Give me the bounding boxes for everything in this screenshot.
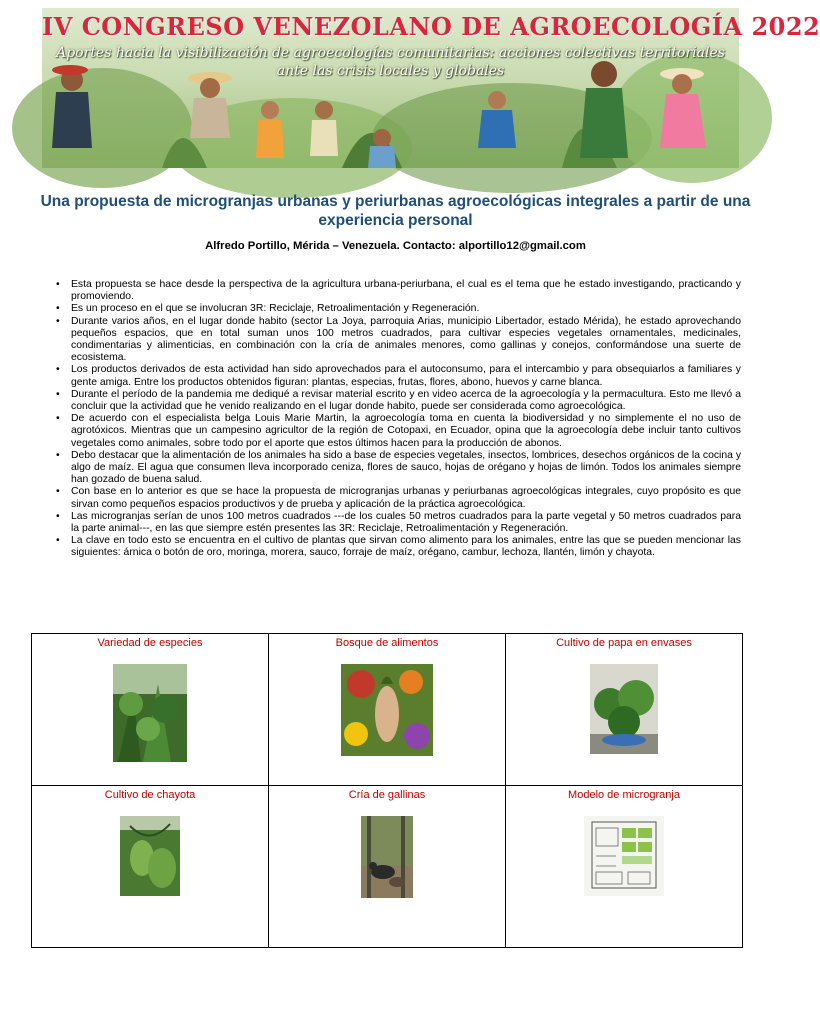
bullet-icon: • (56, 315, 60, 327)
photo-cell (269, 634, 506, 786)
list-item (56, 303, 741, 315)
bullet-icon: • (56, 364, 60, 376)
photo-cell (32, 634, 269, 786)
list-item (56, 450, 741, 487)
photo-table (31, 633, 743, 948)
photo-caption: Bosque de alimentos (335, 637, 439, 649)
bullet-list (56, 279, 741, 560)
bullet-icon: • (56, 279, 60, 290)
bullet-icon: • (56, 535, 60, 547)
photo-caption: Variedad de especies (97, 637, 203, 649)
list-item-text: La clave en todo esto se encuentra en el cultivo de plantas que sirvan como alimento para los animales, entre las que se pueden mencionar las siguientes: árnica o botón de oro, moringa, morera, sauco, forraje de maíz, orégano, cambur, lechoza, llantén, limón y chayota. (71, 535, 741, 559)
bullet-icon: • (56, 486, 60, 498)
plant-variety-photo (113, 664, 187, 762)
microfarm-plan-photo (584, 816, 664, 896)
photo-caption: Modelo de microgranja (568, 789, 680, 801)
list-item (56, 389, 741, 413)
list-item (56, 511, 741, 535)
list-item-text: Durante el período de la pandemia me dediqué a revisar material escrito y en video acerca de la agroecología y la permacultura. Esto me llevó a concluir que la actividad que he venido realizando en el lugar donde habito, puede ser considerada como agroecológica. (71, 388, 741, 413)
bullet-icon: • (56, 388, 60, 400)
list-item-text: De acuerdo con el especialista belga Louis Marie Martin, la agroecología toma en cuenta la biodiversidad y no simplemente el no uso de agrotóxicos. Mientras que un campesino agricultor de la región de Cotopaxi, en Ecuador, opina que la agroecología debe incluir tanto cultivos vegetales como animales, sobre todo por el aporte que estos últimos hacen para la producción de abonos. (71, 413, 741, 449)
banner-subtitle: Aportes hacia la visibilización de agroecologías comunitarias: acciones colectivas territoriales ante las crisis locales y globales (56, 45, 725, 79)
list-item-text: Esta propuesta se hace desde la perspectiva de la agricultura urbana-periurbana, el cual es el tema que he estado investigando, practicando y promoviendo. (71, 279, 741, 303)
photo-cell (506, 786, 743, 948)
bullet-icon: • (56, 413, 60, 425)
photo-caption: Cultivo de chayota (104, 789, 196, 801)
list-item-text: Las microgranjas serían de unos 100 metros cuadrados ---de los cuales 50 metros cuadrados para la parte vegetal y 50 metros cuadrados para la parte animal---, en las que siempre estén presentes las 3R: Reciclaje, Retroalimentación y Regeneración. (71, 510, 741, 535)
list-item (56, 316, 741, 365)
list-item (56, 364, 741, 388)
article-title: Una propuesta de microgranjas urbanas y periurbanas agroecológicas integrales a partir de una experiencia personal (40, 193, 751, 229)
list-item-text: Durante varios años, en el lugar donde habito (sector La Joya, parroquia Arias, municipio Libertador, estado Mérida), he estado aprovechando pequeños espacios, que en total suman unos 100 metros cuadrados, para cultivar especies vegetales ornamentales, medicinales, condimentarias y alimenticias, en combinación con la cría de animales menores, como gallinas y conejos, conformándose una suerte de ecosistema. (71, 315, 741, 364)
author-line: Alfredo Portillo, Mérida – Venezuela. Contacto: alportillo12@gmail.com (205, 240, 586, 252)
banner-title: IV CONGRESO VENEZOLANO DE AGROECOLOGÍA 2022 (42, 12, 820, 41)
food-forest-photo (341, 664, 433, 756)
bullet-icon: • (56, 303, 60, 315)
bullet-icon: • (56, 449, 60, 461)
congress-banner (42, 8, 820, 168)
list-item-text: Es un proceso en el que se involucran 3R: Reciclaje, Retroalimentación y Regeneración. (71, 303, 480, 315)
list-item (56, 413, 741, 450)
photo-caption: Cultivo de papa en envases (556, 637, 692, 649)
photo-cell (506, 634, 743, 786)
list-item-text: Los productos derivados de esta actividad han sido aprovechados para el autoconsumo, para el intercambio y para obsequiarlos a familiares y gente amiga. Entre los productos obtenidos figuran: plantas, especias, frutas, flores, abono, huevos y carne blanca. (71, 364, 741, 388)
bullet-icon: • (56, 510, 60, 522)
photo-caption: Cría de gallinas (348, 789, 426, 801)
list-item (56, 486, 741, 510)
list-item (56, 279, 741, 303)
list-item-text: Debo destacar que la alimentación de los animales ha sido a base de especies vegetales, insectos, lombrices, desechos orgánicos de la cocina y algo de maíz. El agua que consumen lleva incorporado ceniza, flores de sauco, hojas de orégano y hojas de limón. Todos los animales siempre han gozado de buena salud. (71, 449, 742, 486)
potato-container-photo (590, 664, 658, 754)
photo-cell (269, 786, 506, 948)
chayote-photo (120, 816, 180, 896)
chickens-photo (361, 816, 413, 898)
list-item-text: Con base en lo anterior es que se hace la propuesta de microgranjas urbanas y periurbanas agroecológicas integrales, cuyo propósito es que sirvan como pequeños espacios productivos y de prueba y aplicación de la práctica agroecológica. (71, 486, 741, 510)
photo-cell (32, 786, 269, 948)
list-item (56, 535, 741, 559)
